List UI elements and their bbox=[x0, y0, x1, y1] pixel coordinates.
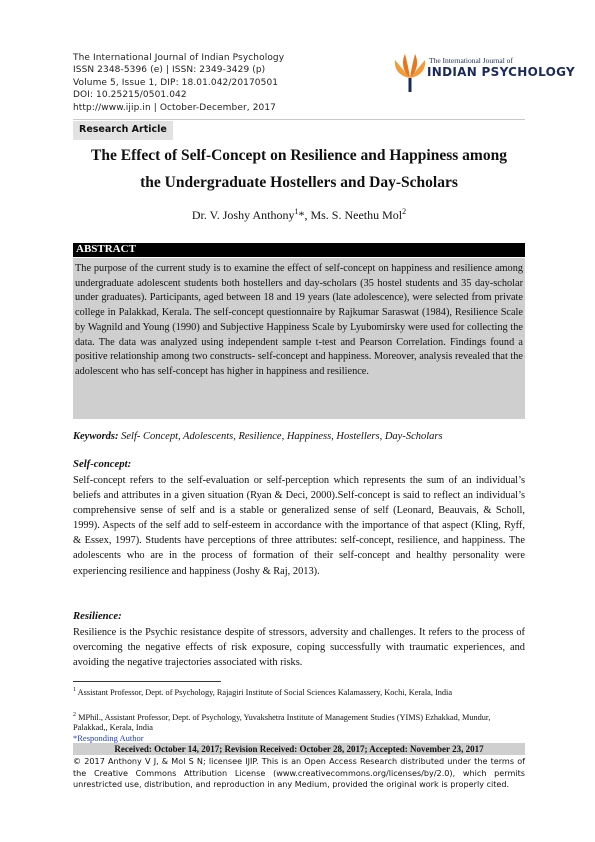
author-1: Dr. V. Joshy Anthony bbox=[191, 208, 295, 222]
footnote-2 bbox=[73, 710, 525, 734]
header-divider bbox=[73, 119, 525, 120]
footnote-1-text: Assistant Professor, Dept. of Psychology, Rajagiri Institute of Social Sciences Kalamassery, Kochi, Kerala, India bbox=[76, 687, 453, 697]
abstract-text: The purpose of the current study is to examine the effect of self-concept on happiness and resilience among undergraduate adolescent students both hostellers and day-scholars (35 hostel students and 35 day-scholar under graduates). Participants, aged between 18 and 19 years (late adolescence), were selected from private college in Palakkad, Kerala. The self-concept questionnaire by Rajkumar Saraswat (1984), Resilience Scale by Wagnild and Young (1990) and Subjective Happiness Scale by Lyubomirsky were used for collecting the data. The data was analyzed using independent sample t-test and Pearson Correlation. Findings found a positive relationship among two constructs- self-concept and happiness. Moreover, analysis revealed that the adolescent who has self-concept has higher in happiness and resilience. bbox=[75, 263, 523, 377]
footnote-1 bbox=[73, 685, 525, 698]
logo-title: INDIAN PSYCHOLOGY bbox=[427, 65, 575, 79]
article-type-label: Research Article bbox=[79, 124, 167, 135]
keywords-text: Self- Concept, Adolescents, Resilience, Happiness, Hostellers, Day-Scholars bbox=[118, 431, 443, 442]
url-date: http://www.ijip.in | October-December, 2017 bbox=[73, 102, 277, 113]
responding-author-link[interactable]: *Responding Author bbox=[73, 733, 144, 743]
footnote-divider bbox=[73, 681, 221, 682]
section-text-self-concept: Self-concept refers to the self-evaluation or self-perception which represents the sum of an individual’s beliefs and attributes in a given situation (Ryan & Deci, 2000).Self-concept is said to reflect an individual’s comprehensive sense of self and is a stable or generalized sense of self (Leonard, Beauvais, & Scholl, 1999). Aspects of the self add to self-esteem in accordance with the importance of that aspect (Kling, Ryff, & Essex, 1997). Students have perceptions of three attributes: self-concept, resilience, and happiness. The adolescents who are in the process of formation of their self-concept and healthy personality were experiencing resilience and happiness (Joshy & Raj, 2013). bbox=[73, 475, 525, 577]
journal-logo bbox=[393, 48, 575, 94]
abstract-heading: ABSTRACT bbox=[76, 243, 136, 255]
lotus-icon bbox=[393, 48, 427, 94]
logo-subtitle: The International Journal of bbox=[429, 56, 513, 65]
issn: ISSN 2348-5396 (e) | ISSN: 2349-3429 (p) bbox=[73, 65, 266, 76]
section-heading-resilience: Resilience: bbox=[73, 610, 122, 622]
section-heading-self-concept: Self-concept: bbox=[73, 458, 132, 470]
author-2: Ms. S. Neethu Mol bbox=[310, 208, 403, 222]
footnote-1-number: 1 bbox=[73, 687, 76, 693]
author-2-affil: 2 bbox=[402, 207, 407, 216]
author-1-affil: 1 bbox=[294, 207, 299, 216]
footnote-2-number: 2 bbox=[73, 712, 76, 718]
keywords bbox=[73, 431, 525, 442]
article-type-badge bbox=[73, 121, 173, 140]
received-dates-bar bbox=[73, 743, 525, 755]
article-title-line1: The Effect of Self-Concept on Resilience and Happiness among bbox=[91, 147, 507, 164]
abstract-box bbox=[73, 258, 525, 419]
volume-issue: Volume 5, Issue 1, DIP: 18.01.042/20170501 bbox=[73, 77, 279, 88]
section-text-resilience: Resilience is the Psychic resistance despite of stressors, adversity and challenges. It refers to the process of overcoming the negative effects of risk exposure, coping successfully with traumatic experiences, and avoiding the negative trajectories associated with risks. bbox=[73, 627, 525, 669]
journal-name: The International Journal of Indian Psychology bbox=[73, 53, 285, 63]
journal-meta bbox=[73, 52, 284, 114]
footnote-2-text: MPhil., Assistant Professor, Dept. of Psychology, Yuvakshetra Institute of Management Studies (YIMS) Ezhakkad, Mundur, Palakkad,, Kerala, India bbox=[73, 712, 491, 733]
abstract-heading-bar bbox=[73, 243, 525, 257]
keywords-label: Keywords: bbox=[73, 431, 119, 442]
received-dates: Received: October 14, 2017; Revision Received: October 28, 2017; Accepted: November 23, 2017 bbox=[114, 744, 484, 754]
corresponding-mark: *, bbox=[298, 208, 311, 222]
doi: DOI: 10.25215/0501.042 bbox=[73, 90, 187, 101]
license-text: © 2017 Anthony V J, & Mol S N; licensee IJIP. This is an Open Access Research distributed under the terms of the Creative Commons Attribution License (www.creativecommons.org/licenses/by/2.0), which permits unrestricted use, distribution, and reproduction in any Medium, provided the original work is properly cited. bbox=[73, 756, 525, 790]
article-title-line2: the Undergraduate Hostellers and Day-Scholars bbox=[140, 174, 458, 191]
author-line bbox=[73, 207, 525, 223]
